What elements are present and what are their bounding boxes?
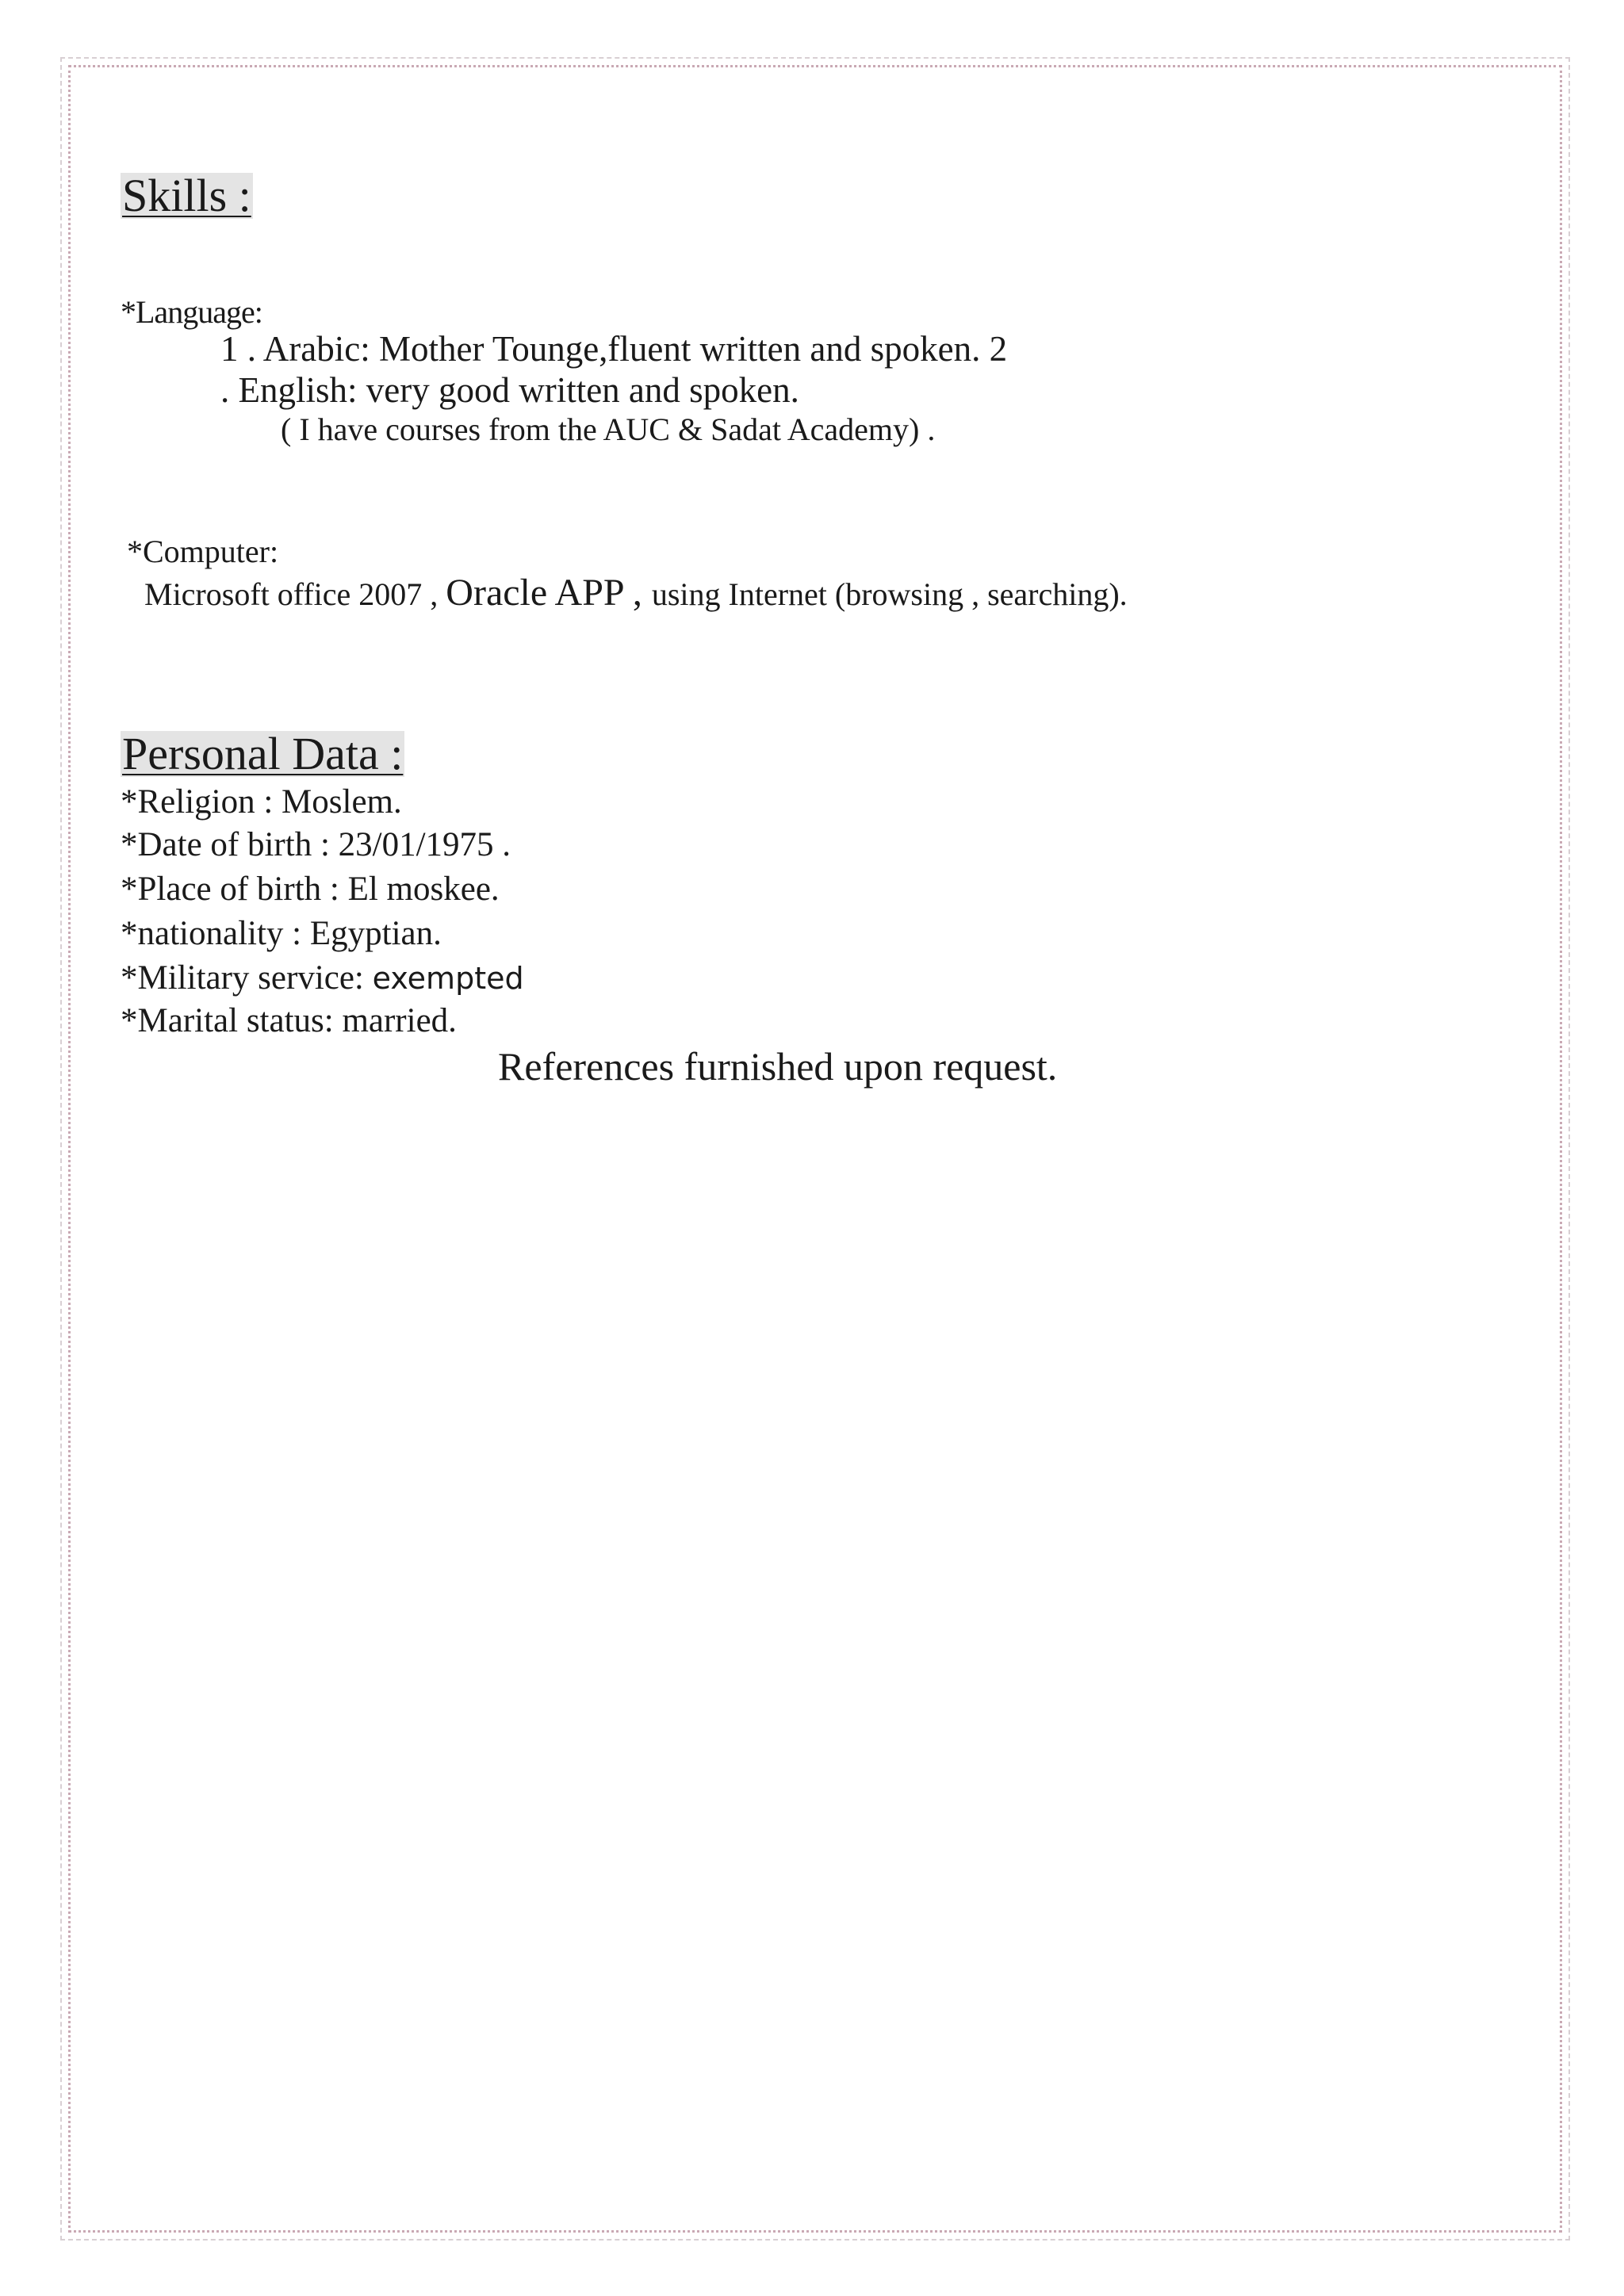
computer-skills-line (144, 574, 1128, 612)
language-label: *Language: (121, 294, 262, 330)
references-note: References furnished upon request. (498, 1044, 1058, 1089)
personal-data-heading: Personal Data : (122, 728, 404, 779)
religion-line: *Religion : Moslem. (121, 783, 402, 821)
computer-oracle: Oracle APP , (446, 572, 652, 614)
date-of-birth-line: *Date of birth : 23/01/1975 . (121, 826, 511, 863)
skills-heading: Skills : (122, 170, 251, 221)
computer-label: *Computer: (127, 534, 279, 569)
computer-internet: using Internet (browsing , searching). (651, 576, 1128, 612)
computer-office: Microsoft office 2007 , (144, 576, 446, 612)
place-of-birth-line: *Place of birth : El moskee. (121, 871, 500, 908)
military-value: exempted (372, 961, 524, 996)
nationality-line: *nationality : Egyptian. (121, 915, 442, 952)
military-label: *Military service: (121, 959, 373, 997)
language-english-line: . English: very good written and spoken. (220, 370, 799, 410)
language-arabic-line: 1 . Arabic: Mother Tounge,fluent written and spoken. 2 (220, 329, 1008, 369)
marital-status-line: *Marital status: married. (121, 1002, 457, 1039)
military-service-line (121, 961, 524, 995)
language-courses-line: ( I have courses from the AUC & Sadat Academy) . (281, 411, 936, 447)
